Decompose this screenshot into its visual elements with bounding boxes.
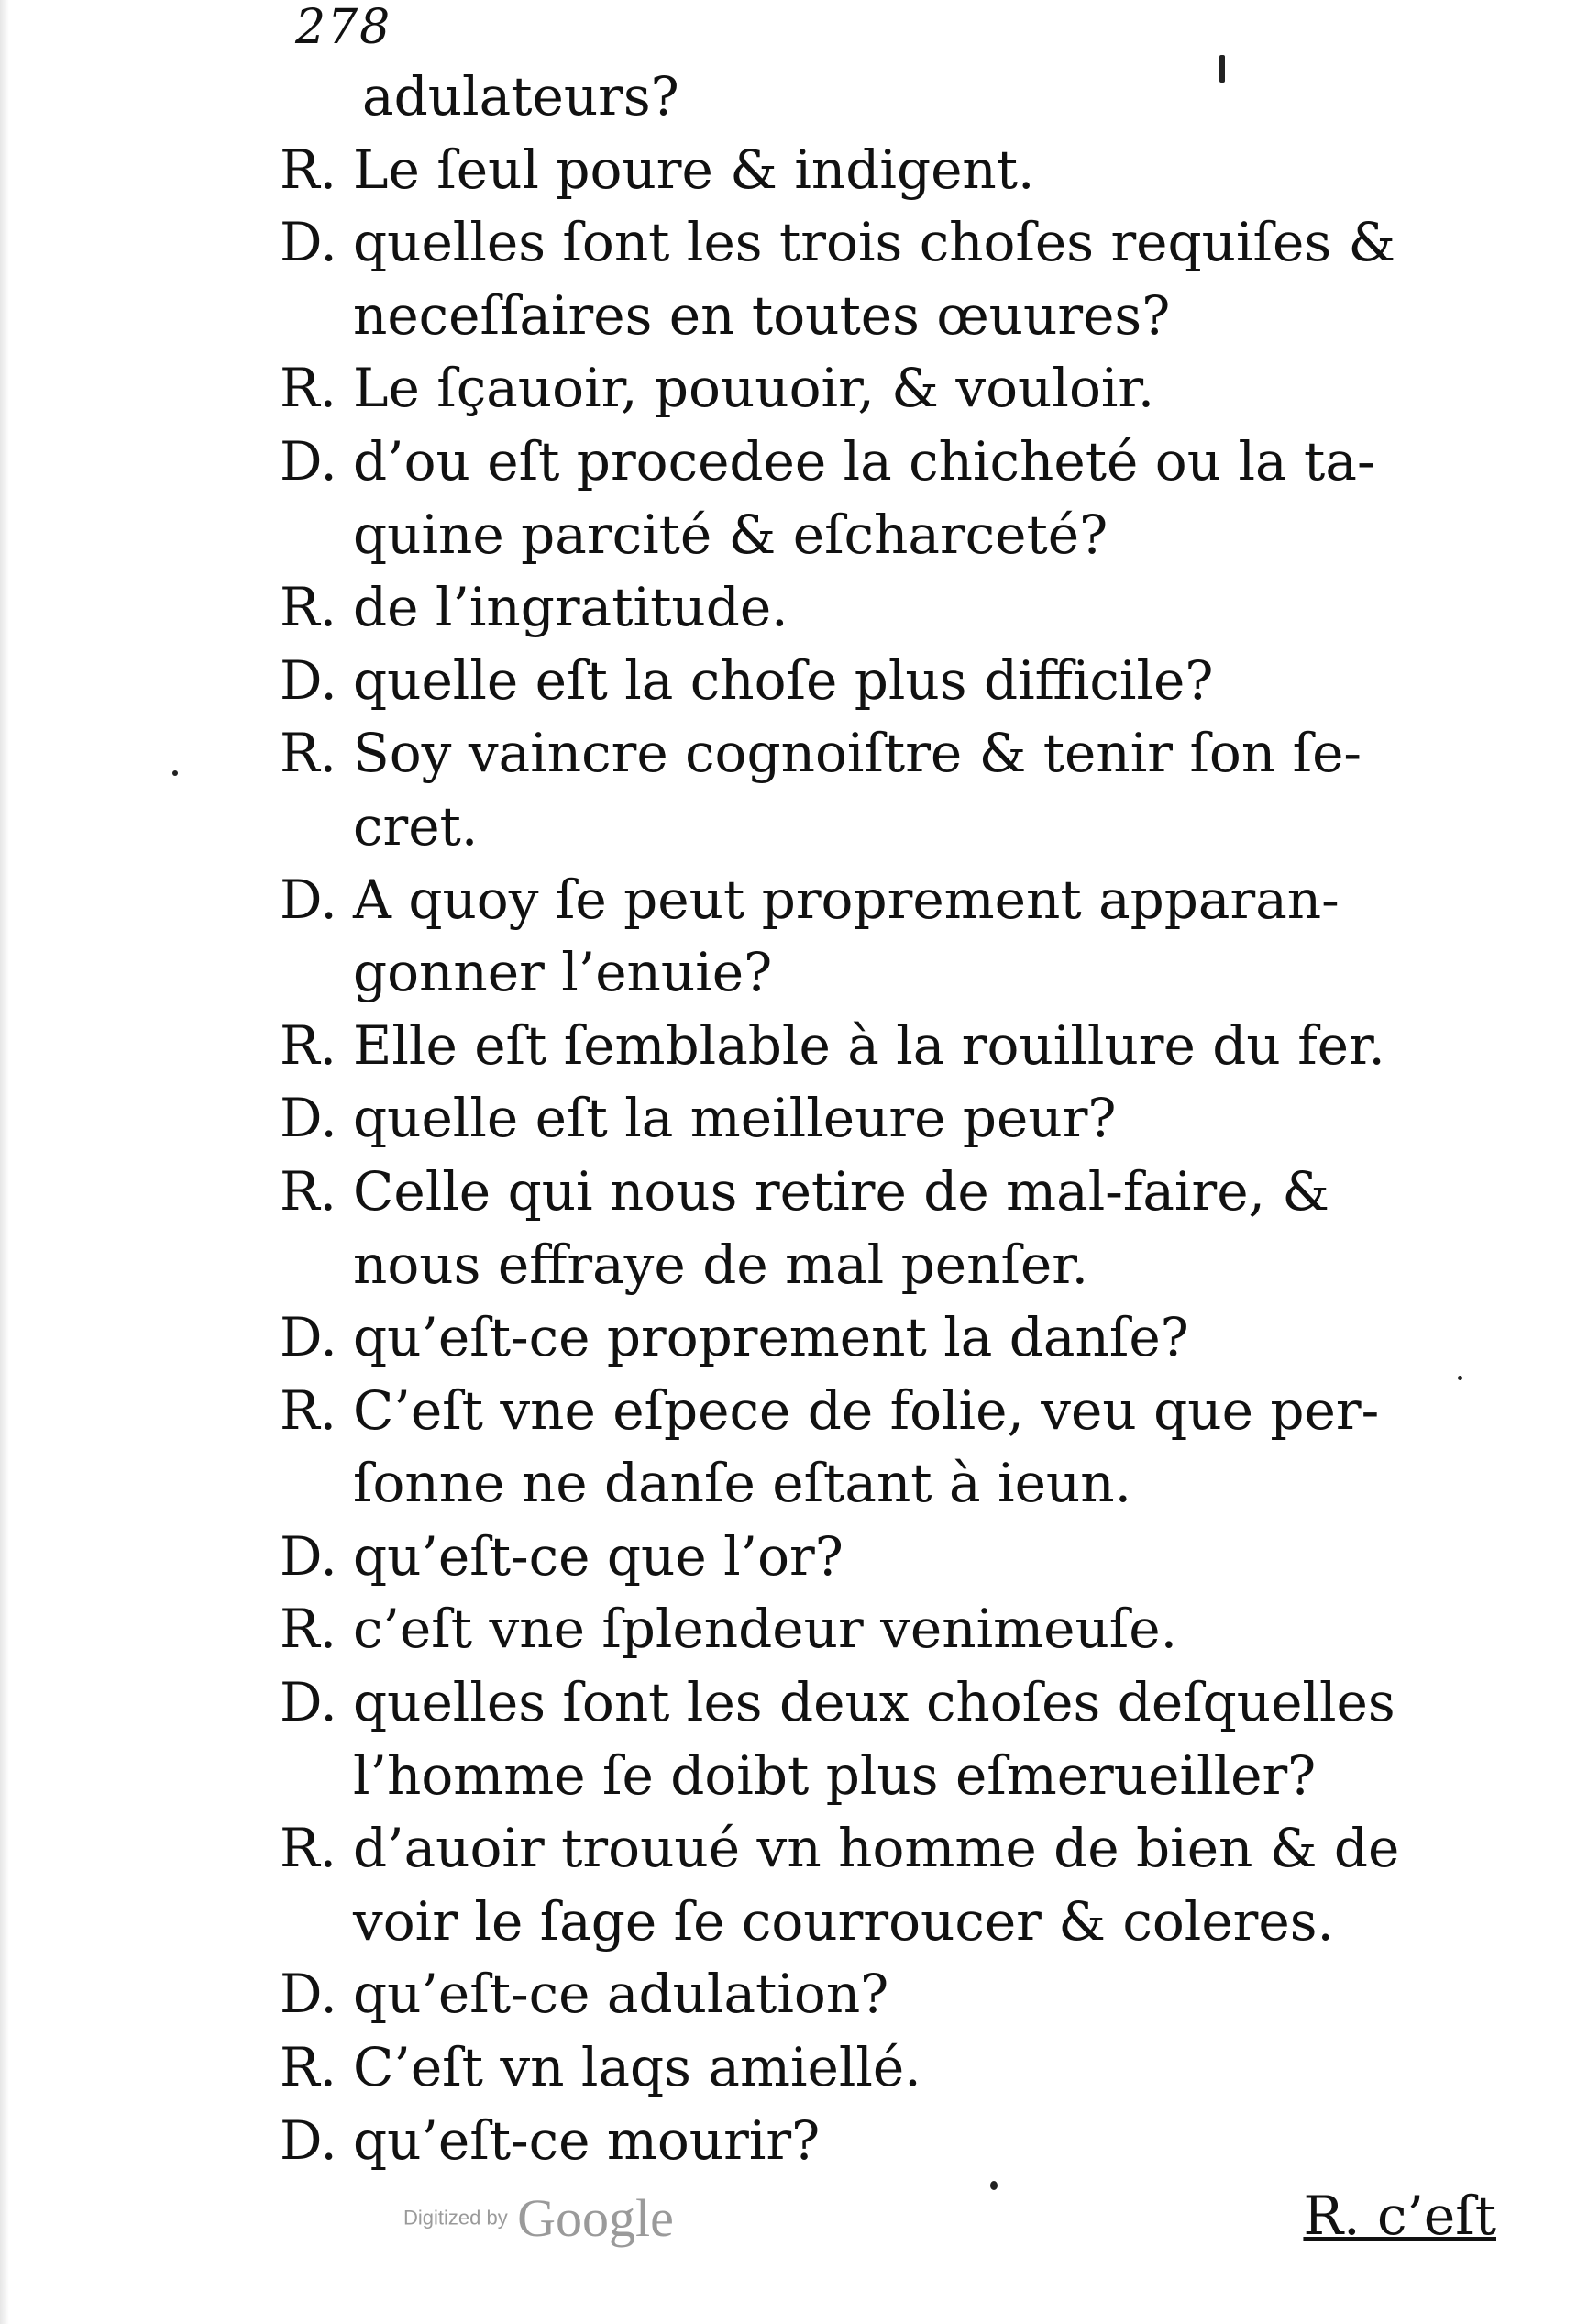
- text-line: [280, 426, 1499, 499]
- text-line: [280, 61, 1499, 134]
- text-line: [280, 1666, 1499, 1740]
- answer-marker: R.: [280, 1013, 337, 1077]
- line-text: qu’eſt-ce que l’or?: [353, 1524, 844, 1588]
- text-line: [280, 206, 1499, 280]
- page-edge-shadow: [0, 0, 9, 2324]
- line-text: d’ou eſt procedee la chicheté ou la ta-: [353, 429, 1375, 492]
- line-text: quelle eſt la choſe plus difficile?: [353, 648, 1214, 712]
- line-text: Elle eſt ſemblable à la rouillure du fer.: [353, 1013, 1385, 1077]
- text-line: [280, 280, 1499, 353]
- answer-marker: R.: [280, 138, 337, 201]
- line-text: qu’eſt-ce mourir?: [353, 2108, 821, 2172]
- line-text: C’eſt vne eſpece de folie, veu que per-: [353, 1378, 1380, 1442]
- text-line: [280, 1593, 1499, 1666]
- question-marker: D.: [280, 1671, 337, 1734]
- line-text: cret.: [353, 794, 479, 858]
- text-line: [280, 1375, 1499, 1448]
- line-text: ſonne ne danſe eſtant à ieun.: [353, 1452, 1132, 1515]
- line-text: A quoy ſe peut proprement apparan-: [353, 868, 1340, 931]
- line-text: quelles ſont les trois choſes requiſes &: [353, 211, 1396, 274]
- text-line: [280, 134, 1499, 207]
- text-line: [280, 1886, 1499, 1959]
- line-text: gonner l’enuie?: [353, 941, 773, 1004]
- catchword: R. c’eſt: [1303, 2185, 1496, 2247]
- line-text: nous effraye de mal penſer.: [353, 1233, 1089, 1296]
- text-line: [280, 864, 1499, 937]
- text-line: [280, 1521, 1499, 1594]
- question-marker: D.: [280, 868, 337, 931]
- text-line: [280, 1229, 1499, 1302]
- question-marker: D.: [280, 1524, 337, 1588]
- question-marker: D.: [280, 648, 337, 712]
- ink-speck: [172, 770, 178, 776]
- line-text: l’homme ſe doibt plus eſmerueiller?: [353, 1743, 1317, 1807]
- line-text: quelles ſont les deux choſes deſquelles: [353, 1671, 1395, 1734]
- line-text: adulateurs?: [362, 65, 679, 127]
- text-line: [280, 499, 1499, 572]
- answer-marker: R.: [280, 357, 337, 420]
- text-line: [280, 936, 1499, 1010]
- watermark-brand: Google: [517, 2188, 674, 2248]
- question-marker: D.: [280, 1087, 337, 1150]
- page-number: 278: [295, 0, 392, 55]
- text-line: [280, 1958, 1499, 2031]
- answer-marker: R.: [280, 2036, 337, 2099]
- digitized-watermark: [403, 2187, 674, 2249]
- answer-marker: R.: [280, 576, 337, 639]
- text-line: [280, 1447, 1499, 1521]
- line-text: d’auoir trouué vn homme de bien & de: [353, 1817, 1400, 1880]
- line-text: Celle qui nous retire de mal-faire, &: [353, 1159, 1330, 1223]
- line-text: Soy vaincre cognoiſtre & tenir ſon ſe-: [353, 722, 1362, 785]
- text-line: [280, 717, 1499, 791]
- question-marker: D.: [280, 1963, 337, 2026]
- text-line: [280, 791, 1499, 864]
- text-line: [280, 1812, 1499, 1886]
- ink-speck: [1458, 1376, 1462, 1380]
- dialogue-text-block: [280, 61, 1499, 2177]
- line-text: qu’eſt-ce adulation?: [353, 1963, 889, 2026]
- answer-marker: R.: [280, 1378, 337, 1442]
- line-text: quine parcité & eſcharceté?: [353, 503, 1108, 566]
- line-text: c’eſt vne ſplendeur venimeuſe.: [353, 1598, 1178, 1661]
- watermark-prefix: Digitized by: [403, 2206, 508, 2230]
- line-text: voir le ſage ſe courroucer & coleres.: [353, 1889, 1334, 1953]
- text-line: [280, 1740, 1499, 1813]
- line-text: C’eſt vn laqs amiellé.: [353, 2036, 921, 2099]
- text-line: [280, 1010, 1499, 1083]
- line-text: qu’eſt-ce proprement la danſe?: [353, 1306, 1189, 1369]
- question-marker: D.: [280, 211, 337, 274]
- answer-marker: R.: [280, 1159, 337, 1223]
- question-marker: D.: [280, 1306, 337, 1369]
- line-text: de l’ingratitude.: [353, 576, 788, 639]
- text-line: [280, 645, 1499, 718]
- text-line: [280, 1301, 1499, 1375]
- answer-marker: R.: [280, 722, 337, 785]
- text-line: [280, 1082, 1499, 1156]
- answer-marker: R.: [280, 1598, 337, 1661]
- line-text: Le ſçauoir, pouuoir, & vouloir.: [353, 357, 1155, 420]
- text-line: [280, 2105, 1499, 2178]
- question-marker: D.: [280, 429, 337, 492]
- text-line: [280, 1156, 1499, 1229]
- line-text: neceſſaires en toutes œuures?: [353, 283, 1171, 347]
- ink-speck: [990, 2181, 998, 2190]
- line-text: quelle eſt la meilleure peur?: [353, 1087, 1117, 1150]
- text-line: [280, 571, 1499, 645]
- answer-marker: R.: [280, 1817, 337, 1880]
- text-line: [280, 352, 1499, 426]
- line-text: Le ſeul poure & indigent.: [353, 138, 1035, 201]
- question-marker: D.: [280, 2108, 337, 2172]
- text-line: [280, 2031, 1499, 2105]
- ink-speck: [1219, 55, 1225, 83]
